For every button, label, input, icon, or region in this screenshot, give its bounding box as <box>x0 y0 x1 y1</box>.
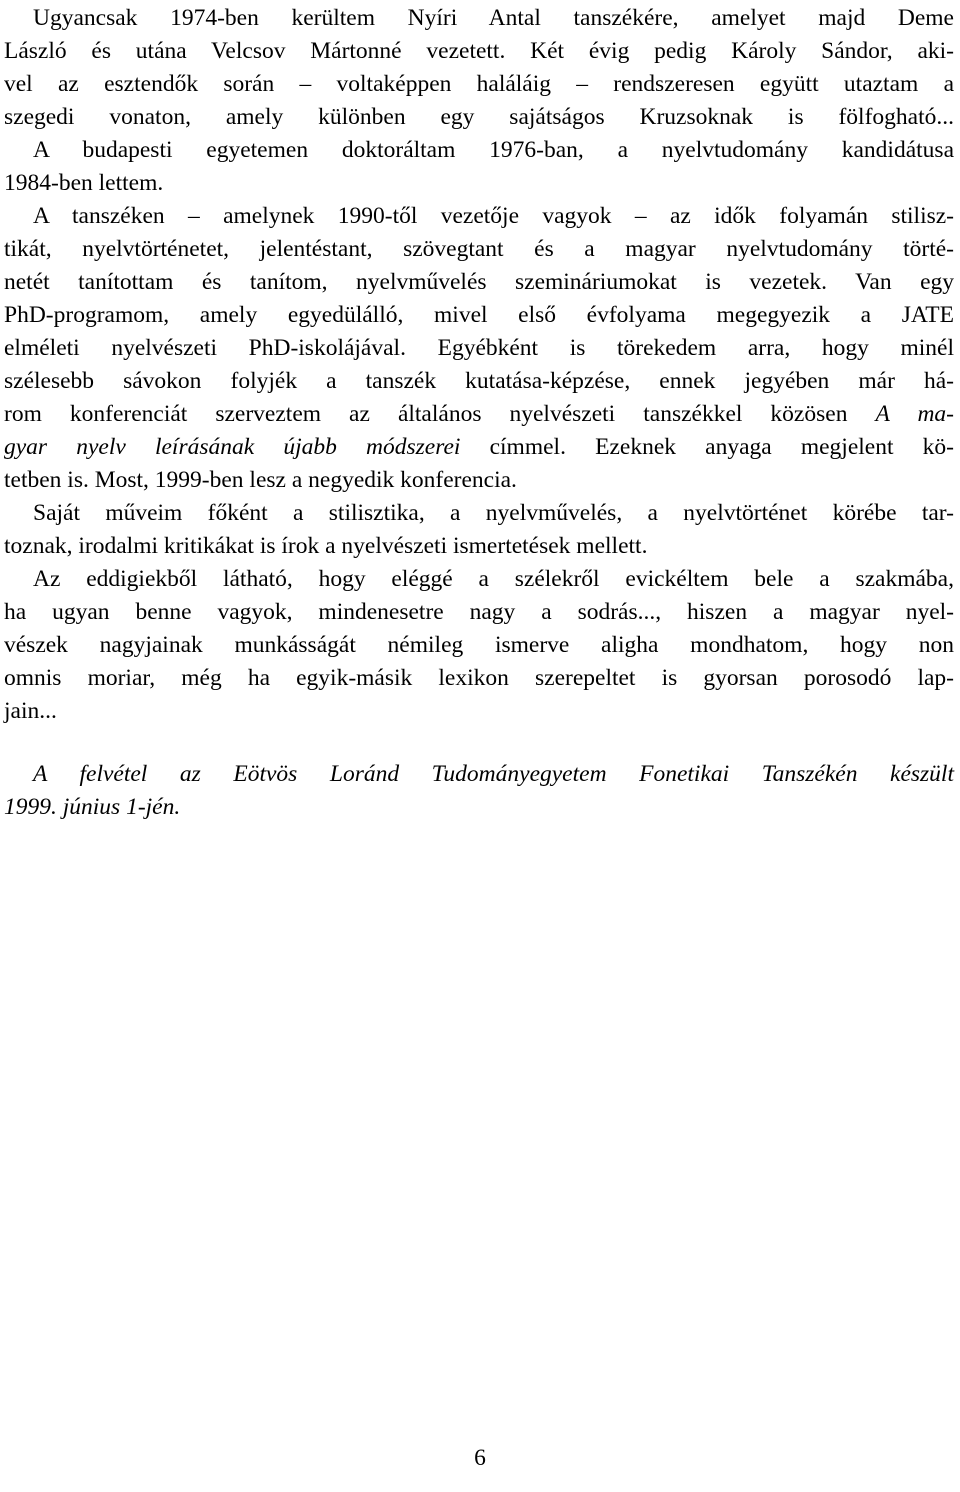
paragraph-line: tetben is. Most, 1999-ben lesz a negyedik konferencia. <box>4 467 517 493</box>
paragraph-line: omnis moriar, még ha egyik-másik lexikon szerepeltet is gyorsan porosodó lap- <box>4 665 954 691</box>
paragraph-5 <box>4 563 954 728</box>
paragraph-line: PhD-programom, amely egyedülálló, mivel első évfolyama megegyezik a JATE <box>4 302 954 328</box>
paragraph-1 <box>4 2 954 134</box>
paragraph-line <box>4 431 954 464</box>
paragraph-2 <box>4 134 954 200</box>
paragraph-line: ha ugyan benne vagyok, mindenesetre nagy a sodrás..., hiszen a magyar nyel- <box>4 599 954 625</box>
paragraph-line: Az eddigiekből látható, hogy eléggé a szélekről evickéltem bele a szakmába, <box>33 566 954 592</box>
paragraph-line: A budapesti egyetemen doktoráltam 1976-ban, a nyelvtudomány kandidátusa <box>33 137 954 163</box>
spacer <box>4 728 954 758</box>
paragraph-line: Ugyancsak 1974-ben kerültem Nyíri Antal tanszékére, amelyet majd Deme <box>33 5 954 31</box>
paragraph-line: László és utána Velcsov Mártonné vezetett. Két évig pedig Károly Sándor, aki- <box>4 38 954 64</box>
closing-note <box>4 758 954 824</box>
paragraph-line-text: címmel. Ezeknek anyaga megjelent kö- <box>460 434 954 460</box>
page-number: 6 <box>474 1445 486 1471</box>
italic-title-end: gyar nyelv leírásának újabb módszerei <box>4 434 461 460</box>
paragraph-line: vészek nagyjainak munkásságát némileg ismerve aligha mondhatom, hogy non <box>4 632 954 658</box>
paragraph-line: szélesebb sávokon folyjék a tanszék kutatása-képzése, ennek jegyében már há- <box>4 368 954 394</box>
paragraph-line: tikát, nyelvtörténetet, jelentéstant, szövegtant és a magyar nyelvtudomány törté- <box>4 236 954 262</box>
paragraph-4 <box>4 497 954 563</box>
paragraph-line: jain... <box>4 698 57 724</box>
paragraph-line: netét tanítottam és tanítom, nyelvművelés szemináriumokat is vezetek. Van egy <box>4 269 954 295</box>
paragraph-line: 1984-ben lettem. <box>4 170 164 196</box>
paragraph-line <box>4 398 954 431</box>
closing-note-line: 1999. június 1-jén. <box>4 794 181 820</box>
document-body <box>4 2 954 824</box>
closing-note-line: A felvétel az Eötvös Loránd Tudományegyetem Fonetikai Tanszékén készült <box>33 761 954 787</box>
paragraph-line: A tanszéken – amelynek 1990-től vezetője vagyok – az idők folyamán stilisz- <box>33 203 954 229</box>
paragraph-line: Saját műveim főként a stilisztika, a nyelvművelés, a nyelvtörténet körébe tar- <box>33 500 954 526</box>
paragraph-3 <box>4 200 954 497</box>
paragraph-line: vel az esztendők során – voltaképpen haláláig – rendszeresen együtt utaztam a <box>4 71 954 97</box>
paragraph-line: elméleti nyelvészeti PhD-iskolájával. Egyébként is törekedem arra, hogy minél <box>4 335 954 361</box>
paragraph-line-text: rom konferenciát szerveztem az általános nyelvészeti tanszékkel közösen <box>4 401 848 427</box>
paragraph-line: toznak, irodalmi kritikákat is írok a nyelvészeti ismertetések mellett. <box>4 533 648 559</box>
paragraph-line: szegedi vonaton, amely különben egy sajátságos Kruzsoknak is fölfogható... <box>4 104 954 130</box>
italic-title-start: A ma- <box>875 401 954 427</box>
